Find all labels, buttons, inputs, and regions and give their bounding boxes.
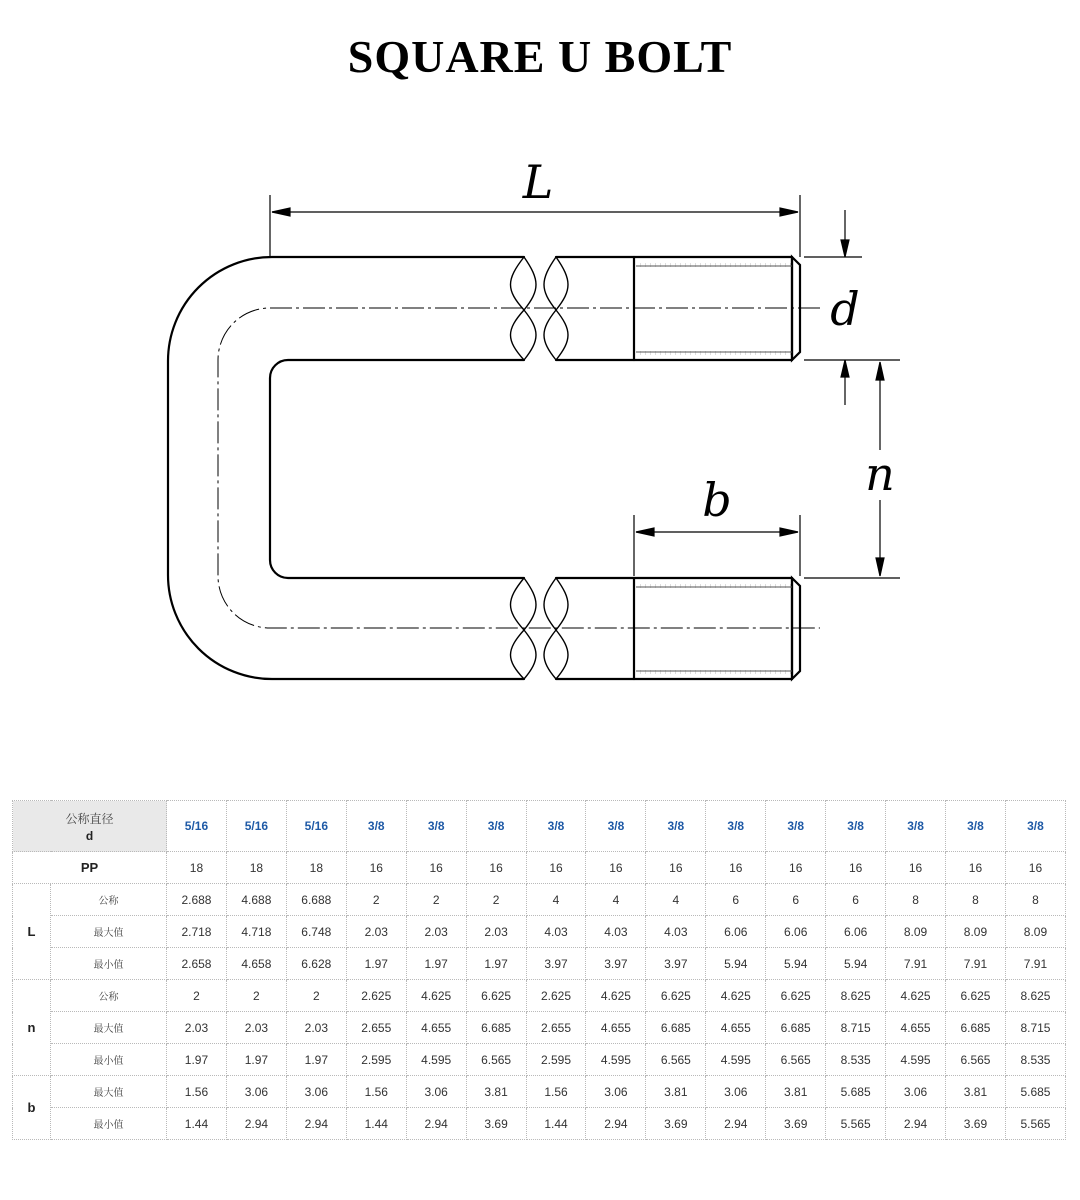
table-cell: 6.565 bbox=[466, 1044, 526, 1076]
d-header-cell: 3/8 bbox=[346, 801, 406, 852]
table-cell: 4.655 bbox=[886, 1012, 946, 1044]
table-cell: 16 bbox=[346, 852, 406, 884]
table-cell: 1.97 bbox=[226, 1044, 286, 1076]
table-row bbox=[13, 1012, 1066, 1044]
table-cell: 6.685 bbox=[946, 1012, 1006, 1044]
table-cell: 5.685 bbox=[1005, 1076, 1065, 1108]
table-cell: 6 bbox=[706, 884, 766, 916]
table-cell: 1.97 bbox=[346, 948, 406, 980]
table-cell: 2.688 bbox=[167, 884, 227, 916]
group-symbol-L: L bbox=[13, 884, 51, 980]
row-sub-label: 最小值 bbox=[51, 948, 167, 980]
table-header-row bbox=[13, 801, 1066, 852]
table-cell: 3.81 bbox=[646, 1076, 706, 1108]
corner-label-nominal-diameter: 公称直径 bbox=[65, 811, 114, 826]
table-cell: 2 bbox=[226, 980, 286, 1012]
table-cell: 6.625 bbox=[466, 980, 526, 1012]
table-cell: 16 bbox=[466, 852, 526, 884]
d-header-cell: 3/8 bbox=[826, 801, 886, 852]
table-cell: 2.03 bbox=[286, 1012, 346, 1044]
table-cell: 5.94 bbox=[826, 948, 886, 980]
dimension-label-n: n bbox=[865, 447, 895, 501]
table-cell: 18 bbox=[286, 852, 346, 884]
table-cell: 5.94 bbox=[706, 948, 766, 980]
table-cell: 2.625 bbox=[526, 980, 586, 1012]
row-sub-label: 最大值 bbox=[51, 1076, 167, 1108]
table-cell: 2.625 bbox=[346, 980, 406, 1012]
table-cell: 3.81 bbox=[946, 1076, 1006, 1108]
row-sub-label: 公称 bbox=[51, 884, 167, 916]
row-sub-label: 最小值 bbox=[51, 1108, 167, 1140]
table-row bbox=[13, 1044, 1066, 1076]
d-header-cell: 3/8 bbox=[406, 801, 466, 852]
table-cell: 2.94 bbox=[226, 1108, 286, 1140]
table-cell: 2.03 bbox=[167, 1012, 227, 1044]
d-header-cell: 3/8 bbox=[886, 801, 946, 852]
d-header-cell: 3/8 bbox=[526, 801, 586, 852]
table-cell: 3.69 bbox=[466, 1108, 526, 1140]
table-row bbox=[13, 884, 1066, 916]
table-cell: 4.655 bbox=[406, 1012, 466, 1044]
table-cell: 3.81 bbox=[766, 1076, 826, 1108]
table-cell: 6.06 bbox=[826, 916, 886, 948]
table-cell: 7.91 bbox=[1005, 948, 1065, 980]
table-cell: 3.97 bbox=[646, 948, 706, 980]
spec-table bbox=[12, 800, 1066, 1140]
table-cell: 16 bbox=[406, 852, 466, 884]
table-row-pp bbox=[13, 852, 1066, 884]
table-cell: 6.625 bbox=[646, 980, 706, 1012]
dimension-label-d: d bbox=[830, 282, 860, 336]
table-cell: 1.56 bbox=[167, 1076, 227, 1108]
table-row bbox=[13, 980, 1066, 1012]
table-cell: 2 bbox=[466, 884, 526, 916]
table-cell: 2.94 bbox=[886, 1108, 946, 1140]
table-cell: 3.06 bbox=[286, 1076, 346, 1108]
table-cell: 16 bbox=[886, 852, 946, 884]
table-cell: 2 bbox=[286, 980, 346, 1012]
table-cell: 8 bbox=[946, 884, 1006, 916]
table-cell: 4.595 bbox=[706, 1044, 766, 1076]
table-cell: 3.06 bbox=[226, 1076, 286, 1108]
table-cell: 2.94 bbox=[706, 1108, 766, 1140]
table-cell: 6.688 bbox=[286, 884, 346, 916]
table-cell: 2.94 bbox=[406, 1108, 466, 1140]
table-cell: 4.718 bbox=[226, 916, 286, 948]
u-bolt-drawing bbox=[0, 120, 1080, 740]
table-cell: 6 bbox=[766, 884, 826, 916]
table-cell: 6.748 bbox=[286, 916, 346, 948]
d-header-cell: 5/16 bbox=[286, 801, 346, 852]
table-cell: 1.56 bbox=[526, 1076, 586, 1108]
table-row bbox=[13, 916, 1066, 948]
table-cell: 8.535 bbox=[826, 1044, 886, 1076]
d-header-cell: 3/8 bbox=[766, 801, 826, 852]
table-cell: 3.69 bbox=[766, 1108, 826, 1140]
table-cell: 2 bbox=[167, 980, 227, 1012]
table-cell: 4.625 bbox=[406, 980, 466, 1012]
group-symbol-n: n bbox=[13, 980, 51, 1076]
u-bolt-outer-outline bbox=[168, 257, 524, 679]
table-cell: 8.625 bbox=[1005, 980, 1065, 1012]
table-cell: 2.595 bbox=[346, 1044, 406, 1076]
table-cell: 4.655 bbox=[586, 1012, 646, 1044]
table-cell: 2.94 bbox=[586, 1108, 646, 1140]
table-cell: 5.565 bbox=[826, 1108, 886, 1140]
table-cell: 4.03 bbox=[646, 916, 706, 948]
table-cell: 2.94 bbox=[286, 1108, 346, 1140]
table-cell: 4.688 bbox=[226, 884, 286, 916]
table-cell: 4.595 bbox=[886, 1044, 946, 1076]
table-cell: 2.03 bbox=[406, 916, 466, 948]
table-cell: 3.69 bbox=[946, 1108, 1006, 1140]
table-cell: 6.685 bbox=[466, 1012, 526, 1044]
row-sub-label: 最大值 bbox=[51, 1012, 167, 1044]
table-cell: 3.97 bbox=[586, 948, 646, 980]
table-row bbox=[13, 1108, 1066, 1140]
table-cell: 3.69 bbox=[646, 1108, 706, 1140]
table-cell: 2.03 bbox=[226, 1012, 286, 1044]
page-title: SQUARE U BOLT bbox=[347, 31, 733, 82]
table-cell: 16 bbox=[766, 852, 826, 884]
table-cell: 18 bbox=[167, 852, 227, 884]
table-cell: 16 bbox=[526, 852, 586, 884]
table-cell: 3.06 bbox=[586, 1076, 646, 1108]
table-cell: 2.718 bbox=[167, 916, 227, 948]
table-cell: 4.625 bbox=[706, 980, 766, 1012]
table-cell: 8.715 bbox=[826, 1012, 886, 1044]
table-cell: 2 bbox=[406, 884, 466, 916]
table-cell: 4.03 bbox=[526, 916, 586, 948]
table-cell: 8.625 bbox=[826, 980, 886, 1012]
table-cell: 8.715 bbox=[1005, 1012, 1065, 1044]
table-cell: 4 bbox=[526, 884, 586, 916]
table-cell: 8.09 bbox=[946, 916, 1006, 948]
table-cell: 16 bbox=[586, 852, 646, 884]
table-cell: 1.44 bbox=[167, 1108, 227, 1140]
table-cell: 18 bbox=[226, 852, 286, 884]
table-cell: 6.685 bbox=[646, 1012, 706, 1044]
table-cell: 1.97 bbox=[406, 948, 466, 980]
table-cell: 1.44 bbox=[346, 1108, 406, 1140]
table-cell: 2.595 bbox=[526, 1044, 586, 1076]
table-cell: 1.44 bbox=[526, 1108, 586, 1140]
d-header-cell: 3/8 bbox=[946, 801, 1006, 852]
table-cell: 1.97 bbox=[286, 1044, 346, 1076]
table-cell: 4 bbox=[586, 884, 646, 916]
table-cell: 16 bbox=[946, 852, 1006, 884]
table-cell: 16 bbox=[1005, 852, 1065, 884]
table-cell: 4.625 bbox=[886, 980, 946, 1012]
table-cell: 4.655 bbox=[706, 1012, 766, 1044]
table-cell: 16 bbox=[646, 852, 706, 884]
table-cell: 6.628 bbox=[286, 948, 346, 980]
table-cell: 6.685 bbox=[766, 1012, 826, 1044]
table-cell: 2.658 bbox=[167, 948, 227, 980]
table-cell: 2.655 bbox=[526, 1012, 586, 1044]
dimension-label-L: L bbox=[522, 155, 554, 209]
table-cell: 8.09 bbox=[1005, 916, 1065, 948]
table-cell: 6 bbox=[826, 884, 886, 916]
pp-label: PP bbox=[13, 852, 167, 884]
u-bolt-inner-outline bbox=[270, 360, 524, 578]
table-cell: 1.97 bbox=[167, 1044, 227, 1076]
d-header-cell: 3/8 bbox=[1005, 801, 1065, 852]
table-row bbox=[13, 948, 1066, 980]
table-cell: 3.06 bbox=[406, 1076, 466, 1108]
table-cell: 3.06 bbox=[886, 1076, 946, 1108]
row-sub-label: 最小值 bbox=[51, 1044, 167, 1076]
table-cell: 4.658 bbox=[226, 948, 286, 980]
table-cell: 6.625 bbox=[946, 980, 1006, 1012]
table-cell: 6.565 bbox=[946, 1044, 1006, 1076]
table-cell: 6.06 bbox=[706, 916, 766, 948]
table-cell: 8.535 bbox=[1005, 1044, 1065, 1076]
table-cell: 2.655 bbox=[346, 1012, 406, 1044]
table-cell: 4.625 bbox=[586, 980, 646, 1012]
table-row bbox=[13, 1076, 1066, 1108]
table-cell: 1.56 bbox=[346, 1076, 406, 1108]
table-cell: 7.91 bbox=[886, 948, 946, 980]
table-cell: 2.03 bbox=[466, 916, 526, 948]
row-sub-label: 最大值 bbox=[51, 916, 167, 948]
table-cell: 6.565 bbox=[766, 1044, 826, 1076]
table-cell: 8 bbox=[886, 884, 946, 916]
table-cell: 16 bbox=[826, 852, 886, 884]
table-cell: 6.06 bbox=[766, 916, 826, 948]
table-cell: 6.565 bbox=[646, 1044, 706, 1076]
dimension-label-b: b bbox=[702, 473, 732, 527]
table-cell: 4.595 bbox=[406, 1044, 466, 1076]
table-cell: 5.565 bbox=[1005, 1108, 1065, 1140]
table-cell: 2.03 bbox=[346, 916, 406, 948]
row-sub-label: 公称 bbox=[51, 980, 167, 1012]
table-cell: 4 bbox=[646, 884, 706, 916]
table-cell: 5.685 bbox=[826, 1076, 886, 1108]
d-header-cell: 5/16 bbox=[226, 801, 286, 852]
table-cell: 8 bbox=[1005, 884, 1065, 916]
table-cell: 8.09 bbox=[886, 916, 946, 948]
table-cell: 4.03 bbox=[586, 916, 646, 948]
d-header-cell: 3/8 bbox=[646, 801, 706, 852]
corner-cell bbox=[13, 801, 167, 852]
table-cell: 7.91 bbox=[946, 948, 1006, 980]
corner-label-d: d bbox=[85, 828, 94, 843]
table-cell: 1.97 bbox=[466, 948, 526, 980]
d-header-cell: 3/8 bbox=[466, 801, 526, 852]
table-cell: 3.06 bbox=[706, 1076, 766, 1108]
table-cell: 3.81 bbox=[466, 1076, 526, 1108]
table-cell: 3.97 bbox=[526, 948, 586, 980]
d-header-cell: 3/8 bbox=[706, 801, 766, 852]
d-header-cell: 3/8 bbox=[586, 801, 646, 852]
d-header-cell: 5/16 bbox=[167, 801, 227, 852]
table-cell: 6.625 bbox=[766, 980, 826, 1012]
table-cell: 2 bbox=[346, 884, 406, 916]
table-cell: 4.595 bbox=[586, 1044, 646, 1076]
table-cell: 5.94 bbox=[766, 948, 826, 980]
group-symbol-b: b bbox=[13, 1076, 51, 1140]
table-cell: 16 bbox=[706, 852, 766, 884]
